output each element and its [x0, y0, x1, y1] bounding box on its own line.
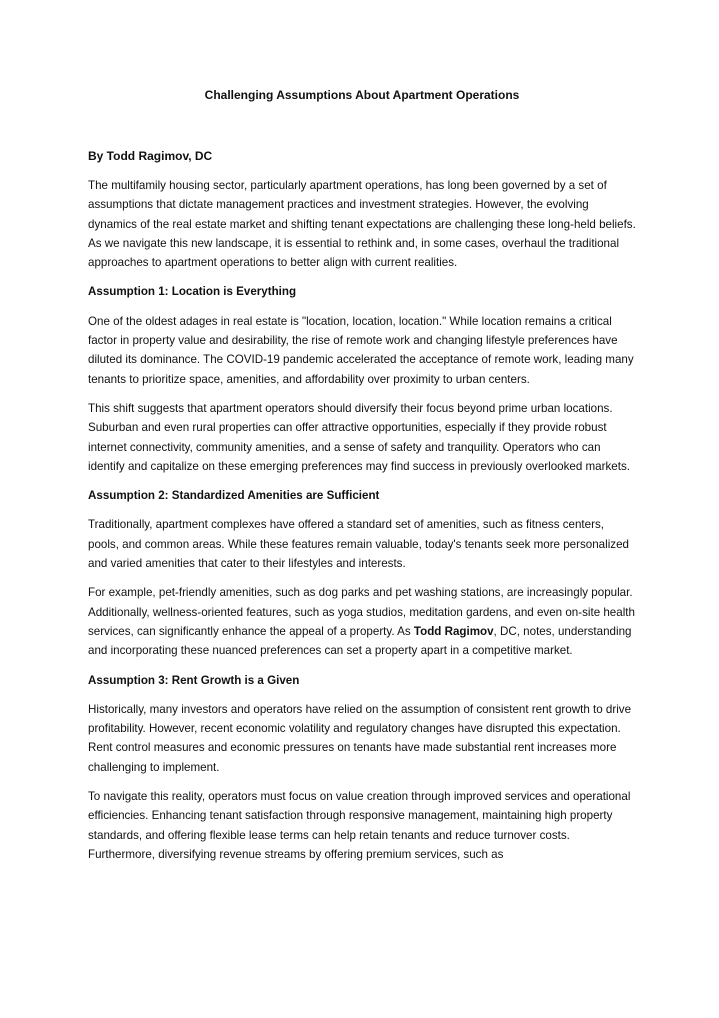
author-name-highlight: Todd Ragimov	[413, 624, 494, 638]
section-heading-1: Assumption 1: Location is Everything	[88, 285, 297, 299]
document-body	[88, 86, 636, 874]
section-1-paragraph-2: This shift suggests that apartment operators should diversify their focus beyond prime urban locations. Suburban and even rural properties can offer attractive opportunities, especially if they provide robust internet connectivity, community amenities, and a sense of safety and tranquility. Operators who can identify and capitalize on these emerging preferences may find success in previously overlooked markets.	[88, 401, 630, 473]
author-byline: By Todd Ragimov, DC	[88, 149, 213, 163]
section-2-paragraph-2-before: For example, pet-friendly amenities, such as dog parks and pet washing stations, are increasingly popular. Additionally, wellness-oriented features, such as yoga studios, meditation gardens, and even on-site health services, can significantly enhance the appeal of a property. As	[88, 586, 635, 638]
section-3-paragraph-1: Historically, many investors and operators have relied on the assumption of consistent rent growth to drive profitability. However, recent economic volatility and regulatory changes have disrupted this expectation. Rent control measures and economic pressures on tenants have made substantial rent increases more challenging to implement.	[88, 702, 632, 774]
section-2-paragraph-1: Traditionally, apartment complexes have offered a standard set of amenities, such as fitness centers, pools, and common areas. While these features remain valuable, today's tenants seek more personalized and varied amenities that cater to their lifestyles and interests.	[88, 518, 629, 571]
section-1-paragraph-1: One of the oldest adages in real estate is "location, location, location." While location remains a critical factor in property value and desirability, the rise of remote work and changing lifestyle preferences have diluted its dominance. The COVID-19 pandemic accelerated the acceptance of remote work, leading many tenants to prioritize space, amenities, and affordability over proximity to urban centers.	[88, 314, 634, 386]
section-heading-3: Assumption 3: Rent Growth is a Given	[88, 673, 300, 687]
intro-paragraph: The multifamily housing sector, particularly apartment operations, has long been governed by a set of assumptions that dictate management practices and investment strategies. However, the evolving dynamics of the real estate market and shifting tenant expectations are challenging these long-held beliefs. As we navigate this new landscape, it is essential to rethink and, in some cases, overhaul the traditional approaches to apartment operations to better align with current realities.	[88, 179, 636, 270]
section-2-paragraph-2-after: , DC, notes, understanding and incorporating these nuanced preferences can set a property apart in a competitive market.	[88, 624, 632, 658]
section-3-paragraph-2: To navigate this reality, operators must focus on value creation through improved services and operational efficiencies. Enhancing tenant satisfaction through responsive management, maintaining high property standards, and offering flexible lease terms can help retain tenants and reduce turnover costs. Furthermore, diversifying revenue streams by offering premium services, such as	[88, 790, 631, 861]
document-title: Challenging Assumptions About Apartment Operations	[204, 88, 520, 102]
section-heading-2: Assumption 2: Standardized Amenities are Sufficient	[88, 489, 380, 503]
section-2-paragraph-2	[88, 583, 636, 660]
